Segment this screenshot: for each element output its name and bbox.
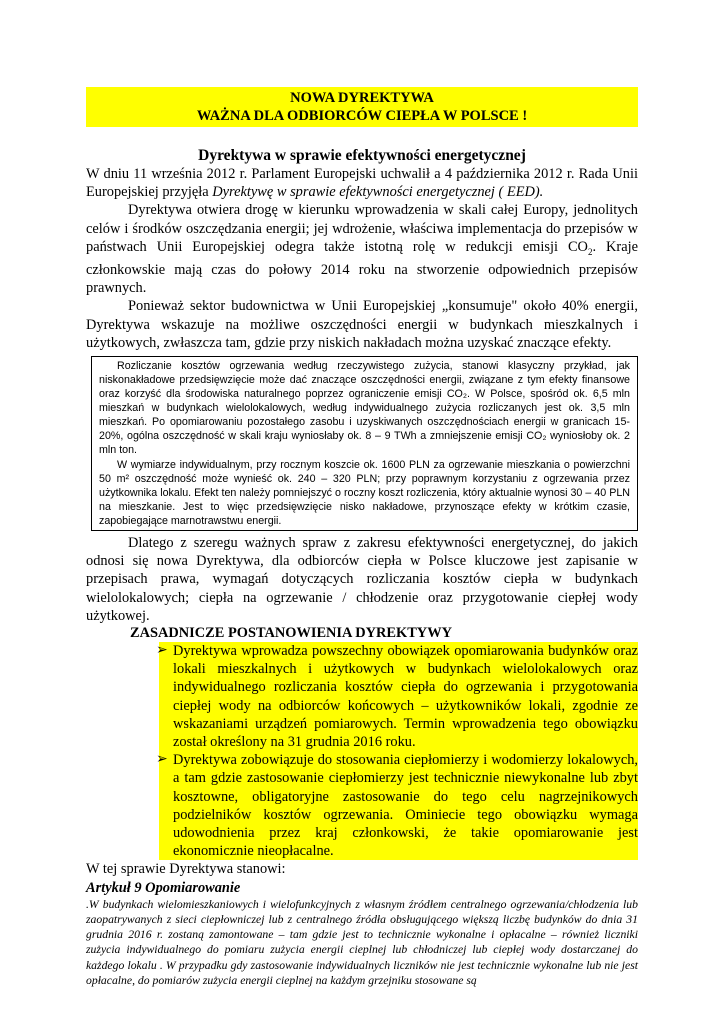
bullet-text-1: Dyrektywa wprowadza powszechny obowiązek opomiarowania budynków oraz lokali mieszkalnych i użytkowych w budynkach wielolokalowych oraz indywidualnego rozliczania kosztów ciepła do ogrzewania i przygotowania ciepłej wody na odbiorców końcowych – użytkowników lokali, zgodnie ze wskazaniami urządzeń pomiarowych. Termin wprowadzenia tego obowiązku został określony na 31 grudnia 2016 roku. (173, 643, 638, 751)
arrow-bullet-icon: ➢ (156, 643, 168, 659)
bullet-item-2 (156, 751, 638, 860)
banner-line-1: NOWA DYREKTYWA (290, 90, 434, 106)
paragraph-1-text-b: . Kraje członkowskie mają czas do połowy 2014 roku na stworzenie odpowiednich przepisów prawnych. (86, 238, 639, 297)
paragraph-3: Dlatego z szeregu ważnych spraw z zakresu efektywności energetycznej, do jakich odnosi się nowa Dyrektywa, dla odbiorców ciepła w Polsce kluczowe jest zapisanie w przepisach prawa, wymagań dotyczących rozliczania kosztów ciepła w budynkach wielolokalowych; ciepła na ogrzewanie / chłodzenie oraz przygotowanie ciepłej wody użytkowej. (86, 535, 638, 624)
document-heading: Dyrektywa w sprawie efektywności energetycznej (198, 147, 526, 164)
info-box (91, 356, 638, 531)
intro-text: W dniu 11 września 2012 r. Parlament Europejski uchwalił a 4 października 2012 r. Rada Unii Europejskiej przyjęła (86, 166, 638, 201)
paragraph-2: Ponieważ sektor budownictwa w Unii Europejskiej „konsumuje" około 40% energii, Dyrektywa wskazuje na możliwe oszczędności energii w budynkach mieszkalnych i użytkowych, zwłaszcza tam, gdzie przy niskich nakładach można uzyskać znaczące efekty. (86, 298, 638, 351)
title-banner (86, 87, 638, 127)
intro-italic: Dyrektywę w sprawie efektywności energetycznej ( EED). (212, 184, 544, 201)
co2-subscript: 2 (587, 246, 593, 257)
section-subheading: ZASADNICZE POSTANOWIENIA DYREKTYWY (130, 625, 452, 642)
bullet-item-1 (156, 642, 638, 751)
intro-paragraph (86, 165, 638, 201)
paragraph-4: W tej sprawie Dyrektywa stanowi: (86, 861, 286, 878)
banner-line-2: WAŻNA DLA ODBIORCÓW CIEPŁA W POLSCE ! (196, 108, 528, 124)
document-page (86, 87, 638, 988)
info-box-paragraph-2: W wymiarze indywidualnym, przy rocznym koszcie ok. 1600 PLN za ogrzewanie mieszkania o powierzchni 50 m² oszczędność może wynieść ok. 240 – 320 PLN; przy poprawnym korzystaniu z ogrzewania przez użytkownika lokalu. Efekt ten należy pomniejszyć o roczny koszt rozliczenia, który aktualnie wynosi 30 – 40 PLN na mieszkanie. Jest to więc przedsięwzięcie nisko nakładowe, przynoszące efekty w krótkim czasie, zapobiegające marnotrawstwu energii. (99, 458, 630, 527)
article-text: .W budynkach wielomieszkaniowych i wielofunkcyjnych z własnym źródłem centralnego ogrzewania/chłodzenia lub zaopatrywanych z sieci ciepłowniczej lub z centralnego źródła obsługującego większą liczbę budynków do dnia 31 grudnia 2016 r. zostaną zamontowane – tam gdzie jest to technicznie wykonalne i opłacalne – również liczniki zużycia indywidualnego do pomiaru zużycia energii cieplnej lub chłodniczej lub ciepłej wody dostarczanej do każdego lokalu . W przypadku gdy zastosowanie indywidualnych liczników nie jest technicznie wykonalne lub nie jest opłacalne, do pomiarów zużycia energii cieplnej na każdym grzejniku stosowane są (86, 897, 638, 987)
info-box-paragraph-1: Rozliczanie kosztów ogrzewania według rzeczywistego zużycia, stanowi klasyczny przykład, jak niskonakładowe przedsięwzięcie może dać znaczące oszczędności energii, związane z tym efekty finansowe oraz korzyść dla środowiska naturalnego poprzez ograniczenie emisji CO₂. W Polsce, spośród ok. 6,5 mln mieszkań w budynkach wielolokalowych, według indywidualnego zużycia rozliczanych jest ok. 3,5 mln mieszkań. Po opomiarowaniu pozostałego zasobu i uzyskiwanych oszczędnościach energii w granicach 15-20%, ogólna oszczędność w skali kraju wyniosłaby ok. 8 – 9 TWh a zmniejszenie emisji CO₂ wyniosłoby ok. 2 mln ton. (99, 359, 630, 457)
bullet-text-2: Dyrektywa zobowiązuje do stosowania ciepłomierzy i wodomierzy lokalowych, a tam gdzie zastosowanie ciepłomierzy jest technicznie niewykonalne lub zbyt kosztowne, obligatoryjne zastosowanie do tego celu nagrzejnikowych podzielników kosztów ogrzewania. Ominiecie tego obowiązku wymaga udowodnienia przez kraj członkowski, że takie opomiarowanie jest ekonomicznie nieopłacalne. (173, 752, 638, 860)
article-title: Artykuł 9 Opomiarowanie (86, 879, 241, 896)
bullet-list (156, 642, 638, 860)
arrow-bullet-icon: ➢ (156, 752, 168, 768)
paragraph-1-text-a: Dyrektywa otwiera drogę w kierunku wprowadzenia w skali całej Europy, jednolitych celów i środków oszczędzania energii; jej wdrożenie, właściwa implementacja do przepisów w państwach Unii Europejskiej odegra także istotną rolę w redukcji emisji CO (86, 202, 638, 255)
paragraph-1 (86, 201, 638, 297)
